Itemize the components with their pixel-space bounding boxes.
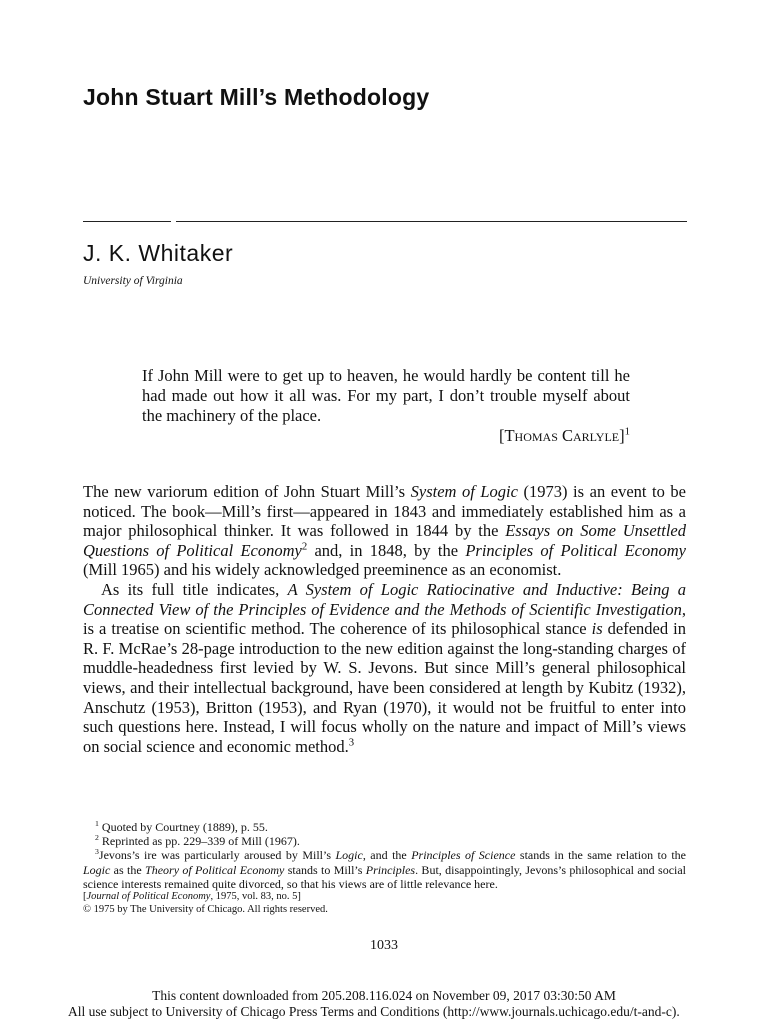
- citation-open-bracket: [: [83, 891, 87, 903]
- footnote-number: 1: [95, 819, 99, 828]
- epigraph: [142, 366, 630, 446]
- download-notice-line-2: All use subject to University of Chicago Press Terms and Conditions (http://www.journals.uchicago.edu/t-and-c).: [68, 1004, 680, 1019]
- page-number: 1033: [370, 938, 398, 953]
- footnote-3: [83, 848, 686, 891]
- journal-citation: [83, 891, 686, 904]
- attribution-close-bracket: ]: [619, 426, 625, 445]
- italic-run: Principles of Science: [411, 848, 516, 863]
- italic-run: Logic: [83, 862, 111, 877]
- text-run: stands to Mill’s: [284, 862, 366, 877]
- journal-volume: , 1975, vol. 83, no. 5]: [210, 891, 301, 903]
- italic-run: Theory of Political Economy: [145, 862, 285, 877]
- text-run: and, in 1848, by the: [307, 540, 466, 560]
- author-name: J. K. Whitaker: [83, 240, 234, 266]
- text-run: . But, disappointingly, Jevons’s philosophical and social science interests remained quite divorced, so that his views are of little relevance here.: [83, 862, 687, 891]
- text-run: , is a treatise on scientific method. The coherence of its philosophical stance: [83, 599, 686, 639]
- article-title: John Stuart Mill’s Methodology: [83, 84, 430, 110]
- footnote-ref-2: 2: [301, 540, 308, 553]
- attribution-name: Thomas Carlyle: [504, 426, 620, 445]
- footnote-ref-3: 3: [348, 736, 355, 749]
- footnotes: [83, 820, 686, 916]
- footnote-number: 2: [95, 833, 99, 843]
- epigraph-attribution: [142, 426, 630, 446]
- journal-name: Journal of Political Economy: [86, 891, 211, 903]
- footnote-ref-1: 1: [624, 425, 630, 438]
- title-rule-short: [83, 221, 171, 222]
- footnote-number: 3: [95, 847, 99, 857]
- text-run: Jevons’s ire was particularly aroused by Mill’s: [98, 848, 336, 863]
- text-run: As its full title indicates,: [101, 579, 288, 599]
- text-run: (Mill 1965) and his widely acknowledged preeminence as an economist.: [83, 560, 562, 580]
- paragraph-1: [83, 482, 686, 580]
- author-affiliation: University of Virginia: [83, 275, 183, 287]
- download-notice-line-1: This content downloaded from 205.208.116.024 on November 09, 2017 03:30:50 AM: [152, 988, 616, 1003]
- text-run: The new variorum edition of John Stuart Mill’s: [83, 482, 411, 501]
- text-run: as the: [110, 862, 146, 877]
- italic-run: System of Logic: [410, 482, 518, 501]
- text-run: defended in R. F. McRae’s 28-page introduction to the new edition against the long-standing charges of muddle-headedness first levied by W. S. Jevons. But since Mill’s general philosophical views, and their intellectual background, have been considered at length by Kubitz (1932), Anschutz (1953), Britton (1953), and Ryan (1970), it would not be fruitful to enter into such questions here. Instead, I will focus wholly on the nature and impact of Mill’s views on social science and economic method.: [83, 619, 686, 756]
- paragraph-2: [83, 580, 686, 756]
- italic-run: Logic: [335, 848, 363, 863]
- text-run: , and the: [362, 848, 412, 863]
- text-run: (1973) is an event to be noticed. The book—Mill’s first—appeared in 1843 and immediately established him as a major philosophical thinker. It was followed in 1844 by the: [83, 482, 686, 541]
- italic-run: Principles: [365, 862, 416, 877]
- footnote-text: Reprinted as pp. 229–339 of Mill (1967).: [98, 834, 300, 849]
- footnote-text: Quoted by Courtney (1889), p. 55.: [98, 820, 268, 834]
- footnote-2: [83, 834, 686, 848]
- attribution-open-bracket: [: [498, 426, 505, 445]
- title-rule-long: [176, 221, 687, 222]
- text-run: stands in the same relation to the: [515, 848, 686, 863]
- copyright-line: © 1975 by The University of Chicago. All rights reserved.: [83, 903, 328, 915]
- article-body: [83, 482, 686, 756]
- italic-run: A System of Logic Ratiocinative and Inductive: Being a Connected View of the Principles of Evidence and the Methods of Scientific Investigation: [83, 579, 686, 619]
- footnote-1: [83, 820, 686, 834]
- italic-run: Essays on Some Unsettled Questions of Political Economy: [83, 521, 686, 560]
- italic-run: is: [591, 619, 603, 639]
- italic-run: Principles of Political Economy: [465, 540, 686, 560]
- epigraph-text: If John Mill were to get up to heaven, he would hardly be content till he had made out how it all was. For my part, I don’t trouble myself about the machinery of the place.: [142, 366, 630, 425]
